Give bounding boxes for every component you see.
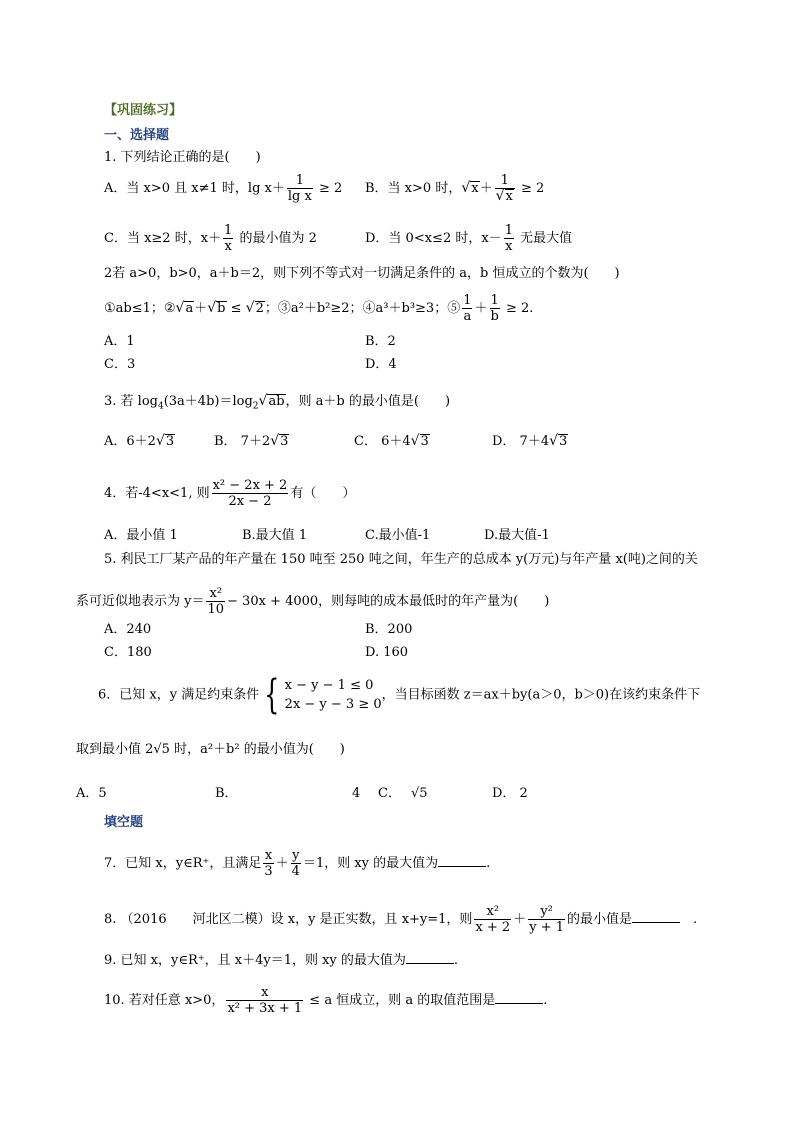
q5-line2: 系可近似地表示为 y＝ $\frac{\text{x²}}{10}$ − 30x + 4000，则每吨的成本最低时的年产量为( ): [76, 586, 550, 617]
q7: 7．已知 x，y∈R⁺，且满足 $\frac{x}{3}$ ＋ $\frac{y}{4}$ ＝1，则 xy 的最大值为 .: [104, 848, 491, 879]
q2-option-c: C．3: [104, 357, 136, 372]
q3-stem: 3. 若 $\log_4(3a+4b)=\log_2√ab$，则 a＋b 的最小值是( ): [104, 393, 451, 412]
section-title: 【巩固练习】: [104, 103, 183, 118]
q2-frac-b: $\frac{1}{b}$: [490, 293, 499, 324]
q9: 9. 已知 x，y∈R⁺，且 x＋4y＝1，则 xy 的最大值为 .: [104, 953, 459, 968]
q5-line1: 5. 利民工厂某产品的年产量在 150 吨至 250 吨之间，年生产的总成本 y(万元)与年产量 x(吨)之间的关: [104, 552, 698, 567]
q7-answer-blank[interactable]: [438, 854, 486, 867]
q5-option-a: A．240: [104, 622, 152, 637]
q3-option-b: B． 7＋2√3: [214, 433, 289, 449]
q1-b-fraction: $\frac{1}{√x}$: [495, 173, 513, 204]
q1-a-fraction: $\frac{1}{\text{lg x}}$: [287, 173, 312, 204]
q8-answer-blank[interactable]: [632, 910, 680, 923]
q1-option-d: D．当 0<x≤2 时，x－ $\frac{1}{x}$ 无最大值: [365, 223, 573, 254]
q2-items: ①ab≤1；②√a＋√b ≤ √2；③a²＋b²≥2；④a³＋b³≥3；⑤ $\frac{1}{a}$ ＋ $\frac{1}{b}$ ≥ 2.: [104, 293, 534, 324]
q6-line2: 取到最小值 2√5 时，a²＋b² 的最小值为( ): [76, 742, 345, 757]
section-choice-heading: 一、选择题: [104, 128, 170, 143]
q7-frac-y: $\frac{y}{4}$: [291, 848, 300, 879]
q1-stem: 1. 下列结论正确的是( ): [104, 150, 261, 165]
q5-fraction: $\frac{\text{x²}}{10}$: [207, 586, 225, 617]
q5-option-b: B．200: [365, 622, 413, 637]
q6-option-b-value: 4: [352, 786, 361, 801]
q10-answer-blank[interactable]: [495, 991, 543, 1004]
q2-stem: 2若 a>0，b>0，a＋b＝2，则下列不等式对一切满足条件的 a，b 恒成立的个数为( ): [104, 266, 620, 281]
q6-option-d: D． 2: [492, 786, 528, 801]
q3-option-c: C． 6＋4√3: [354, 433, 429, 449]
q3-option-a: A．6＋2√3: [104, 433, 175, 449]
q7-frac-x: $\frac{x}{3}$: [264, 848, 273, 879]
q4-fraction: $\frac{\text{x² − 2x + 2}}{2x - 2}$: [212, 478, 288, 509]
q9-answer-blank[interactable]: [406, 951, 454, 964]
q3-option-d: D． 7＋4√3: [492, 433, 568, 449]
q6-stem: 6．已知 x，y 满足约束条件 { x − y − 1 ≤ 0 2x − y − 3 ≥ 0 ，当目标函数 z＝ax＋by(a＞0，b＞0)在该约束条件下: [98, 672, 701, 718]
q1-d-fraction: $\frac{1}{x}$: [504, 223, 513, 254]
q2-frac-a: $\frac{1}{a}$: [463, 293, 472, 324]
q2-option-d: D．4: [365, 357, 397, 372]
q10-fraction: $\frac{x}{\text{x² + 3x + 1}}$: [227, 985, 303, 1016]
q1-option-b: B．当 x>0 时，√x＋ $\frac{1}{√x}$ ≥ 2: [365, 173, 545, 204]
q2-option-b: B．2: [365, 334, 396, 349]
q4-option-b: B.最大值 1: [242, 528, 308, 543]
q1-c-fraction: $\frac{1}{x}$: [224, 223, 233, 254]
section-fill-heading: 填空题: [104, 815, 144, 830]
q4-stem: 4．若-4<x<1, 则 $\frac{\text{x² − 2x + 2}}{2x - 2}$ 有（ ）: [104, 478, 356, 509]
q1-option-c: C．当 x≥2 时，x＋ $\frac{1}{x}$ 的最小值为 2: [104, 223, 317, 254]
q8: 8. （2016 河北区二模）设 x，y 是正实数，且 x+y=1，则 $\frac{\text{x²}}{x + 2}$ ＋ $\frac{\text{y²}}{y + 1}$ 的最小值是 .: [104, 904, 698, 935]
q1-option-a: A．当 x>0 且 x≠1 时，lg x＋ $\frac{1}{\text{lg x}}$ ≥ 2: [104, 173, 343, 204]
q2-option-a: A．1: [104, 334, 135, 349]
q4-option-d: D.最大值-1: [484, 528, 550, 543]
q6-option-c: C．: [378, 786, 401, 801]
q8-frac-1: $\frac{\text{x²}}{x + 2}$: [475, 904, 511, 935]
q5-option-c: C．180: [104, 645, 152, 660]
q6-option-a: A．5: [76, 786, 107, 801]
q10: 10. 若对任意 x>0， $\frac{x}{\text{x² + 3x + 1}}$ ≤ a 恒成立，则 a 的取值范围是 .: [104, 985, 548, 1016]
q6-option-b: B．: [215, 786, 238, 801]
q8-frac-2: $\frac{\text{y²}}{y + 1}$: [529, 904, 564, 935]
q5-option-d: D. 160: [365, 645, 409, 660]
q6-option-c-value: √5: [411, 786, 428, 801]
q4-option-c: C.最小值-1: [365, 528, 431, 543]
q6-constraint-system: x − y − 1 ≤ 0 2x − y − 3 ≥ 0: [284, 678, 382, 712]
q4-option-a: A．最小值 1: [104, 528, 178, 543]
